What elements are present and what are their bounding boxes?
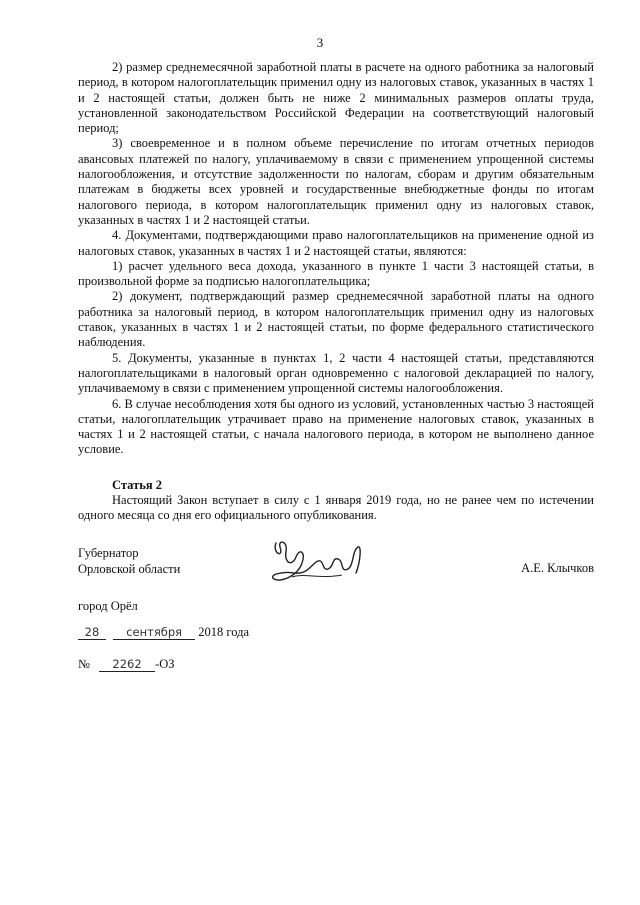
paragraph: 3) своевременное и в полном объеме перечисление по итогам отчетных периодов авансовых платежей по налогу, уплачиваемому в связи с применением упрощенной системы налогообложения, и отсутствие задолженности по налогам, сборам и другим обязательным платежам в бюджеты всех уровней и государственные внебюджетные фонды по итогам налогового периода, в котором налогоплательщик применил одну из налоговых ставок, указанных в частях 1 и 2 настоящей статьи. (78, 136, 594, 227)
paragraph: 6. В случае несоблюдения хотя бы одного из условий, установленных частью 3 настоящей статьи, налогоплательщик утрачивает право на применение налоговых ставок, указанных в частях 1 и 2 настоящей статьи, с начала налогового периода, в котором не выполнено данное условие. (78, 396, 594, 457)
signatory-name: А.Е. Клычков (521, 561, 594, 575)
signatory-title-line: Орловской области (78, 562, 181, 576)
article-text: Настоящий Закон вступает в силу с 1 января 2019 года, но не ранее чем по истечении одного месяца со дня его официального опубликования. (78, 493, 594, 523)
paragraph: 2) размер среднемесячной заработной платы в расчете на одного работника за налоговый период, в котором налогоплательщик применил одну из налоговых ставок, указанных в частях 1 и 2 настоящей статьи, должен быть не ниже 2 минимальных размеров оплаты труда, установленной законодательством Российской Федерации на соответствующий налоговый период; (78, 60, 594, 136)
date-year: 2018 года (198, 625, 249, 639)
paragraph: 4. Документами, подтверждающими право налогоплательщиков на применение одной из налоговых ставок, указанных в частях 1 и 2 настоящей статьи, являются: (78, 228, 594, 258)
number-value: 2262 (99, 657, 155, 672)
number-suffix: -ОЗ (155, 657, 175, 671)
date-month: сентября (113, 625, 195, 640)
date-day: 28 (78, 625, 106, 640)
handwritten-signature (262, 533, 372, 593)
article-heading: Статья 2 (112, 477, 162, 492)
page-number: 3 (316, 35, 324, 50)
signatory-title-line: Губернатор (78, 546, 139, 560)
law-number (78, 657, 175, 672)
paragraph: 1) расчет удельного веса дохода, указанного в пункте 1 части 3 настоящей статьи, в произвольной форме за подписью налогоплательщика; (78, 258, 594, 289)
city: город Орёл (78, 599, 138, 613)
signing-date (78, 625, 249, 640)
paragraph: 5. Документы, указанные в пунктах 1, 2 части 4 настоящей статьи, представляются налогоплательщиками в налоговый орган одновременно с налоговой декларацией по налогу, уплачиваемому в связи с применением упрощенной системы налогообложения. (78, 350, 594, 396)
document-body (78, 60, 594, 524)
number-sign: № (78, 657, 90, 671)
paragraph: 2) документ, подтверждающий размер среднемесячной заработной платы на одного работника за налоговый период, в котором налогоплательщик применил одну из налоговых ставок, указанных в частях 1 и 2 настоящей статьи, по форме федерального статистического наблюдения. (78, 289, 594, 350)
